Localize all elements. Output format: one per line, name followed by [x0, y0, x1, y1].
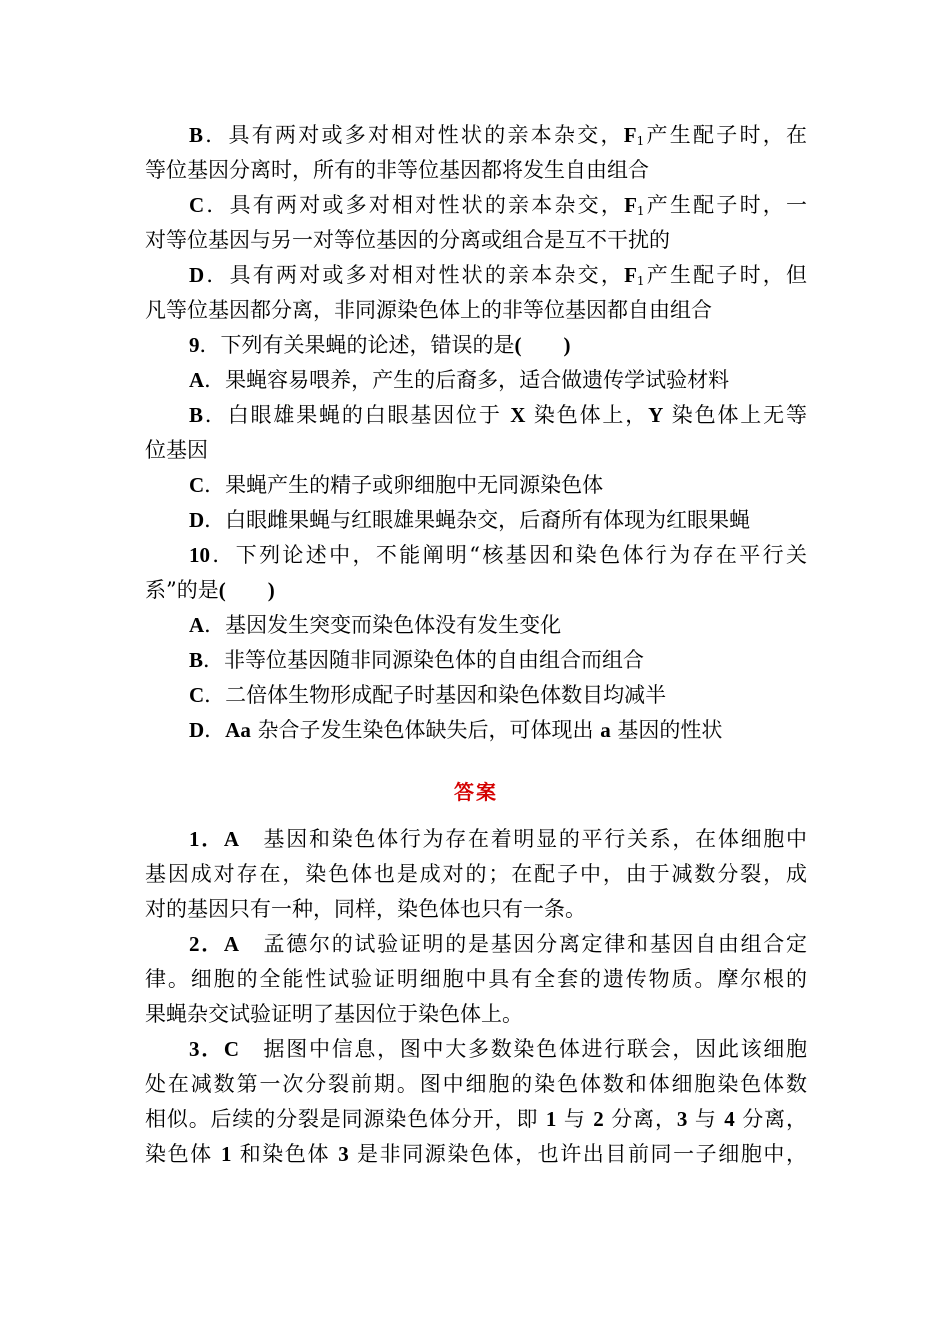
q9-stem: 9．下列有关果蝇的论述，错误的是( )	[189, 333, 571, 357]
q8-option-b-line2: 等位基因分离时，所有的非等位基因都将发生自由组合	[145, 158, 649, 182]
q10-stem-line1: 10．下列论述中，不能阐明“核基因和染色体行为存在平行关	[189, 543, 807, 567]
q10-stem-line2: 系”的是( )	[145, 578, 275, 602]
answer-3-line3: 相似。后续的分裂是同源染色体分开，即 1 与 2 分离，3 与 4 分离，	[145, 1107, 807, 1131]
q9-option-a: A．果蝇容易喂养，产生的后裔多，适合做遗传学试验材料	[189, 368, 730, 392]
q9-option-d: D．白眼雌果蝇与红眼雄果蝇杂交，后裔所有体现为红眼果蝇	[189, 508, 751, 532]
answer-1-line2: 基因成对存在，染色体也是成对的；在配子中，由于减数分裂，成	[145, 862, 807, 886]
q9-option-b-line2: 位基因	[145, 438, 208, 462]
answer-2-line3: 果蝇杂交试验证明了基因位于染色体上。	[145, 1002, 523, 1026]
answer-1-line3: 对的基因只有一种，同样，染色体也只有一条。	[145, 897, 586, 921]
q10-option-d: D．Aa 杂合子发生染色体缺失后，可体现出 a 基因的性状	[189, 718, 723, 742]
answer-3-line4: 染色体 1 和染色体 3 是非同源染色体，也许出目前同一子细胞中，	[145, 1142, 807, 1166]
q8-option-d-line2: 凡等位基因都分离，非同源染色体上的非等位基因都自由组合	[145, 298, 712, 322]
q8-option-d-line1: D．具有两对或多对相对性状的亲本杂交，$F_1$产生配子时，但	[189, 263, 807, 288]
q10-option-a: A．基因发生突变而染色体没有发生变化	[189, 613, 562, 637]
answer-2-line2: 律。细胞的全能性试验证明细胞中具有全套的遗传物质。摩尔根的	[145, 967, 807, 991]
q9-option-b-line1: B．白眼雄果蝇的白眼基因位于 X 染色体上，Y 染色体上无等	[189, 403, 807, 427]
q8-option-c-line1: C．具有两对或多对相对性状的亲本杂交，$F_1$产生配子时，一	[189, 193, 807, 218]
answer-3-line2: 处在减数第一次分裂前期。图中细胞的染色体数和体细胞染色体数	[145, 1072, 807, 1096]
answer-2-line1: 2．A 孟德尔的试验证明的是基因分离定律和基因自由组合定	[189, 932, 807, 956]
q9-option-c: C．果蝇产生的精子或卵细胞中无同源染色体	[189, 473, 604, 497]
q10-option-c: C．二倍体生物形成配子时基因和染色体数目均减半	[189, 683, 667, 707]
q8-option-b-line1: B．具有两对或多对相对性状的亲本杂交，$F_1$产生配子时，在	[189, 123, 807, 148]
answer-3-line1: 3．C 据图中信息，图中大多数染色体进行联会，因此该细胞	[189, 1037, 807, 1061]
document-page	[145, 118, 807, 1172]
answers-heading: 答案	[454, 780, 498, 804]
answer-1-line1: 1．A 基因和染色体行为存在着明显的平行关系，在体细胞中	[189, 827, 807, 851]
q10-option-b: B．非等位基因随非同源染色体的自由组合而组合	[189, 648, 645, 672]
q8-option-c-line2: 对等位基因与另一对等位基因的分离或组合是互不干扰的	[145, 228, 670, 252]
